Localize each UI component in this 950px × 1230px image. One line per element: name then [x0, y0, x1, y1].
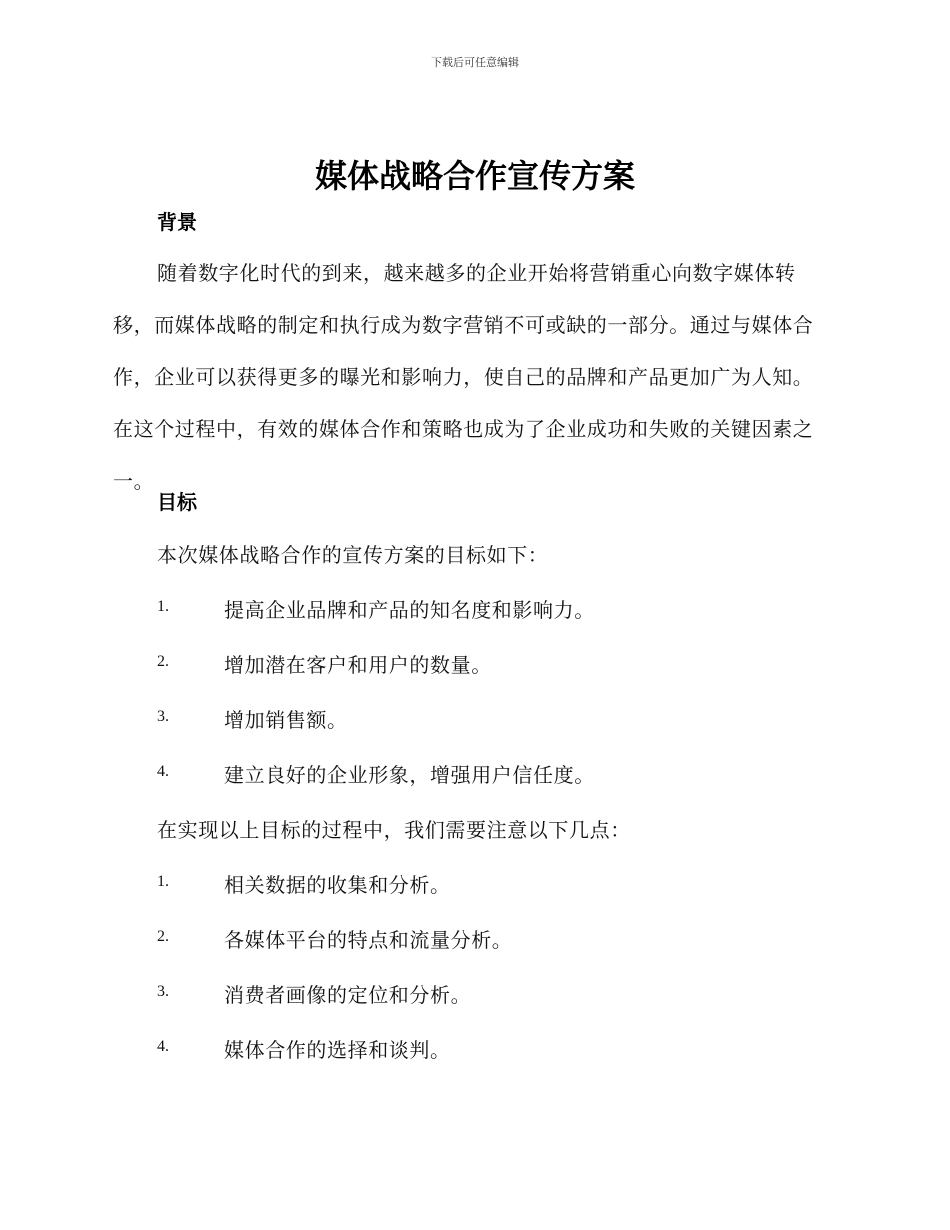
list-number: 3. [157, 983, 169, 1000]
list-number: 4. [157, 1038, 169, 1055]
list-item [157, 924, 837, 954]
goals-intro: 本次媒体战略合作的宣传方案的目标如下： [157, 543, 549, 567]
list-text: 相关数据的收集和分析。 [224, 873, 451, 897]
list-text: 消费者画像的定位和分析。 [224, 983, 472, 1007]
list-item [157, 1034, 837, 1064]
list-number: 4. [157, 763, 169, 780]
list-text: 建立良好的企业形象，增强用户信任度。 [224, 763, 595, 787]
list-item [157, 649, 837, 679]
list-text: 提高企业品牌和产品的知名度和影响力。 [224, 598, 595, 622]
list-item [157, 704, 837, 734]
list-text: 增加销售额。 [224, 708, 348, 732]
list-text: 增加潜在客户和用户的数量。 [224, 653, 492, 677]
header-note: 下载后可任意编辑 [431, 56, 519, 69]
heading-background: 背景 [157, 210, 197, 234]
notes-intro: 在实现以上目标的过程中，我们需要注意以下几点： [157, 818, 631, 842]
list-item [157, 759, 837, 789]
list-number: 3. [157, 708, 169, 725]
list-text: 各媒体平台的特点和流量分析。 [224, 928, 513, 952]
list-item [157, 869, 837, 899]
list-number: 2. [157, 928, 169, 945]
list-text: 媒体合作的选择和谈判。 [224, 1038, 451, 1062]
document-title: 媒体战略合作宣传方案 [314, 157, 635, 195]
list-item [157, 594, 837, 624]
list-number: 1. [157, 598, 169, 615]
heading-goals: 目标 [157, 490, 197, 514]
list-item [157, 979, 837, 1009]
list-number: 1. [157, 873, 169, 890]
background-paragraph: 随着数字化时代的到来，越来越多的企业开始将营销重心向数字媒体转移，而媒体战略的制定和执行成为数字营销不可或缺的一部分。通过与媒体合作，企业可以获得更多的曝光和影响力，使自己的品牌和产品更加广为人知。在这个过程中，有效的媒体合作和策略也成为了企业成功和失败的关键因素之一。 [113, 261, 814, 493]
list-number: 2. [157, 653, 169, 670]
